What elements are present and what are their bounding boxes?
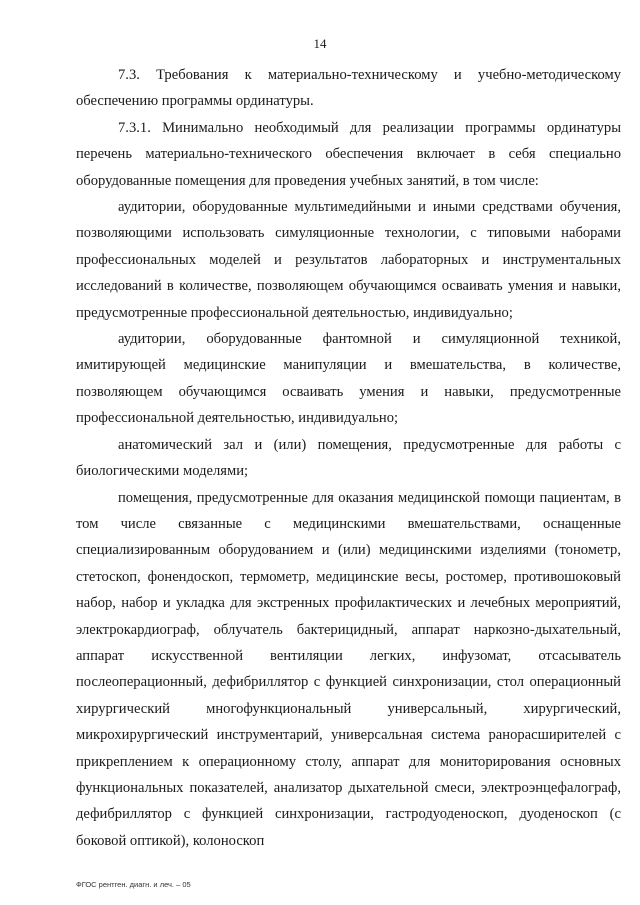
paragraph-phantom-rooms: аудитории, оборудованные фантомной и симуляционной техникой, имитирующей медицинские манипуляции и вмешательства, в количестве, позволяющем обучающимся осваивать умения и навыки, предусмотренные профессиональной деятельностью, индивидуально; xyxy=(76,331,621,427)
paragraph-anatomy-hall: анатомический зал и (или) помещения, предусмотренные для работы с биологическими моделями; xyxy=(76,436,621,480)
document-body xyxy=(76,62,621,854)
page-number: 14 xyxy=(313,36,327,51)
paragraph-section-heading: 7.3. Требования к материально-техническому и учебно-методическому обеспечению программы ординатуры. xyxy=(76,67,621,110)
paragraph-medical-rooms: помещения, предусмотренные для оказания медицинской помощи пациентам, в том числе связанные с медицинскими вмешательствами, оснащенные специализированным оборудованием и (или) медицинскими изделиями (тонометр, стетоскоп, фонендоскоп, термометр, медицинские весы, ростомер, противошоковый набор, набор и укладка для экстренных профилактических и лечебных мероприятий, электрокардиограф, облучатель бактерицидный, аппарат наркозно-дыхательный, аппарат искусственной вентиляции легких, инфузомат, отсасыватель послеоперационный, дефибриллятор с функцией синхронизации, стол операционный хирургический многофункциональный универсальный, хирургический, микрохирургический инструментарий, универсальная система ранорасширителей с прикреплением к операционному столу, аппарат для мониторирования основных функциональных показателей, анализатор дыхательной смеси, электроэнцефалограф, дефибриллятор с функцией синхронизации, гастродуоденоскоп, дуоденоскоп (с боковой оптикой), колоноскоп xyxy=(76,489,621,849)
paragraph-multimedia-rooms: аудитории, оборудованные мультимедийными и иными средствами обучения, позволяющими использовать симуляционные технологии, с типовыми наборами профессиональных моделей и результатов лабораторных и инструментальных исследований в количестве, позволяющем обучающимся осваивать умения и навыки, предусмотренные профессиональной деятельностью, индивидуально; xyxy=(76,199,621,321)
footer-note: ФГОС рентген. диагн. и леч. – 05 xyxy=(76,880,191,889)
paragraph-requirements-intro: 7.3.1. Минимально необходимый для реализации программы ординатуры перечень материально-технического обеспечения включает в себя специально оборудованные помещения для проведения учебных занятий, в том числе: xyxy=(76,119,621,189)
